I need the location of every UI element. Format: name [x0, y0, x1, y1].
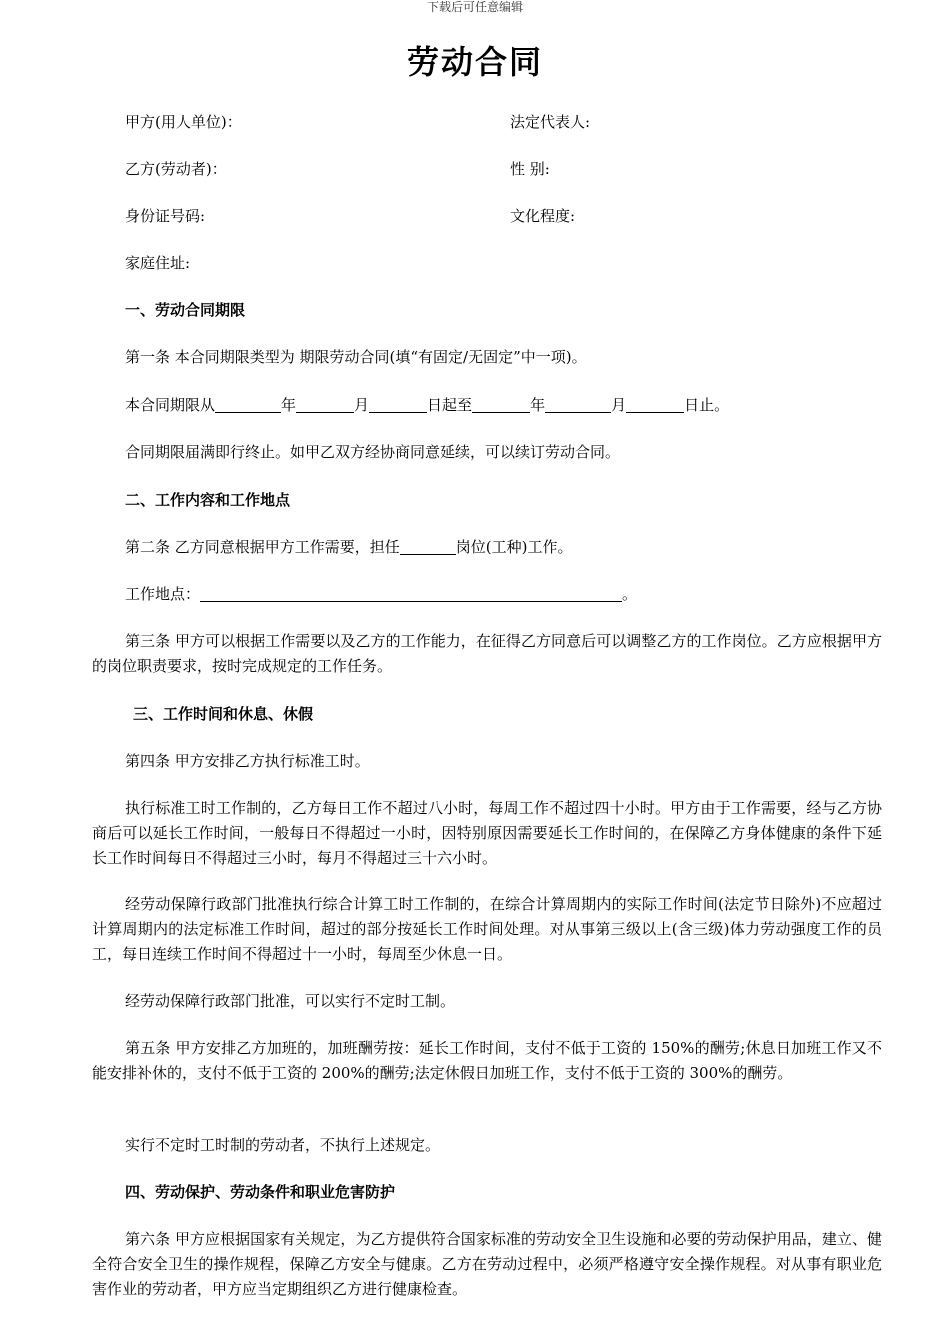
term-expiry-text: 合同期限届满即行终止。如甲乙双方经协商同意延续，可以续订劳动合同。	[125, 443, 621, 461]
flexible-hours-text: 经劳动保障行政部门批准，可以实行不定时工制。	[125, 992, 456, 1010]
article-5: 第五条 甲方安排乙方加班的，加班酬劳按：延长工作时间，支付不低于工资的 150%的酬劳;休息日加班工作又不能安排补休的，支付不低于工资的 200%的酬劳;法定休假日加班工作，支付不低于工资的 300%的酬劳。	[92, 1039, 882, 1082]
end-month-blank[interactable]	[545, 394, 611, 413]
end-year-blank[interactable]	[472, 394, 530, 413]
education-field: 文化程度:	[510, 207, 576, 225]
month-label: 月	[354, 396, 370, 414]
legal-rep-field: 法定代表人:	[510, 113, 591, 131]
gender-field: 性 别:	[510, 160, 550, 178]
section-3-heading: 三、工作时间和休息、休假	[133, 705, 314, 723]
month-label-2: 月	[611, 396, 627, 414]
article-1: 第一条 本合同期限类型为 期限劳动合同(填“有固定/无固定”中一项)。	[125, 348, 587, 366]
section-2-heading: 二、工作内容和工作地点	[125, 491, 291, 509]
work-location-label: 工作地点：	[125, 585, 201, 603]
header-note: 下载后可任意编辑	[426, 0, 523, 14]
id-number-field: 身份证号码:	[125, 207, 206, 225]
work-location-blank[interactable]	[200, 583, 622, 602]
address-field: 家庭住址:	[125, 254, 191, 272]
article-6: 第六条 甲方应根据国家有关规定，为乙方提供符合国家标准的劳动安全卫生设施和必要的劳动保护用品，建立、健全符合安全卫生的操作规程，保障乙方安全与健康。乙方在劳动过程中，必须严格遵守安全操作规程。对从事有职业危害作业的劳动者，甲方应当定期组织乙方进行健康检查。	[92, 1230, 882, 1298]
article-2-prefix: 第二条 乙方同意根据甲方工作需要，担任	[125, 538, 400, 556]
day-end-label: 日止。	[684, 396, 730, 414]
term-from-label: 本合同期限从	[125, 396, 216, 414]
article-3: 第三条 甲方可以根据工作需要以及乙方的工作能力，在征得乙方同意后可以调整乙方的工作岗位。乙方应根据甲方的岗位职责要求，按时完成规定的工作任务。	[92, 632, 882, 675]
work-location-end: 。	[622, 585, 638, 603]
party-a-field: 甲方(用人单位)：	[125, 113, 242, 131]
day-to-label: 日起至	[427, 396, 473, 414]
article-2	[125, 535, 573, 559]
work-location-line	[125, 582, 637, 606]
start-year-blank[interactable]	[215, 394, 281, 413]
article-4: 第四条 甲方安排乙方执行标准工时。	[125, 752, 370, 770]
party-b-field: 乙方(劳动者)：	[125, 160, 227, 178]
comprehensive-hours-paragraph: 经劳动保障行政部门批准执行综合计算工时工作制的，在综合计算周期内的实际工作时间(法定节日除外)不应超过计算周期内的法定标准工作时间，超过的部分按延长工作时间处理。对从事第三级以上(含三级)体力劳动强度工作的员工，每日连续工作时间不得超过十一小时，每周至少休息一日。	[92, 895, 882, 963]
year-label-2: 年	[530, 396, 546, 414]
document-title: 劳动合同	[406, 43, 543, 81]
section-4-heading: 四、劳动保护、劳动条件和职业危害防护	[125, 1183, 396, 1201]
start-month-blank[interactable]	[296, 394, 354, 413]
contract-term-line	[125, 393, 729, 417]
flexible-exemption-text: 实行不定时工时制的劳动者，不执行上述规定。	[125, 1136, 441, 1154]
start-day-blank[interactable]	[369, 394, 427, 413]
end-day-blank[interactable]	[626, 394, 684, 413]
section-1-heading: 一、劳动合同期限	[125, 301, 246, 319]
position-blank[interactable]	[400, 536, 456, 555]
standard-hours-paragraph: 执行标准工时工作制的，乙方每日工作不超过八小时，每周工作不超过四十小时。甲方由于工作需要，经与乙方协商后可以延长工作时间，一般每日不得超过一小时，因特别原因需要延长工作时间的，在保障乙方身体健康的条件下延长工作时间每日不得超过三小时，每月不得超过三十六小时。	[92, 799, 882, 867]
article-2-suffix: 岗位(工种)工作。	[455, 538, 573, 556]
year-label: 年	[281, 396, 297, 414]
